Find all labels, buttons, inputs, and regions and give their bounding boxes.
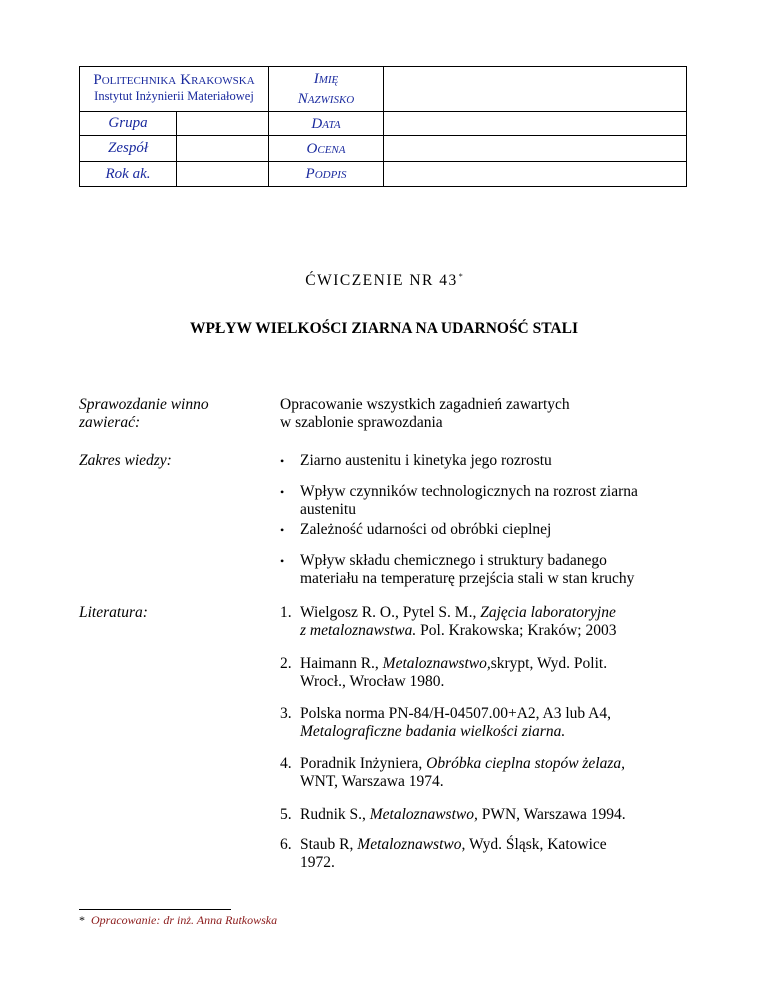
reference-item: 5. Rudnik S., Metaloznawstwo, PWN, Warszawa 1994.: [280, 806, 626, 823]
institute-name: Instytut Inżynierii Materiałowej: [94, 88, 254, 103]
group-label: Grupa: [108, 115, 148, 131]
table-divider: [383, 67, 384, 186]
exercise-title: ĆWICZENIE NR 43*: [305, 272, 463, 290]
team-label: Zespół: [107, 140, 148, 156]
report-label: Sprawozdanie winno zawierać:: [79, 396, 209, 431]
reference-item: 1. Wielgosz R. O., Pytel S. M., Zajęcia laboratoryjne z metaloznawstwa. Pol. Krakowska; Kraków; 2003: [280, 604, 617, 639]
footnote: * Opracowanie: dr inż. Anna Rutkowska: [79, 913, 278, 927]
reference-item: 2. Haimann R., Metaloznawstwo,skrypt, Wyd. Polit. Wrocł., Wrocław 1980.: [280, 655, 608, 690]
footnote-divider: [79, 909, 231, 910]
reference-item: 4. Poradnik Inżyniera, Obróbka cieplna stopów żelaza, WNT, Warszawa 1974.: [280, 755, 626, 790]
list-item: • Zależność udarności od obróbki cieplnej: [280, 521, 552, 538]
knowledge-label: Zakres wiedzy:: [79, 452, 172, 469]
reference-item: 6. Staub R, Metaloznawstwo, Wyd. Śląsk, Katowice 1972.: [280, 836, 607, 871]
year-label: Rok ak.: [105, 165, 151, 182]
university-name: POLITECHNIKA KRAKOWSKA: [93, 72, 255, 88]
report-text: Opracowanie wszystkich zagadnień zawartych w szablonie sprawozdania: [280, 396, 570, 431]
literature-label: Literatura:: [79, 604, 148, 621]
list-item: • Wpływ składu chemicznego i struktury badanego materiału na temperaturę przejścia stali w stan kruchy: [280, 552, 635, 587]
list-item: • Ziarno austenitu i kinetyka jego rozrostu: [280, 452, 552, 469]
table-divider: [176, 111, 177, 186]
first-name-label: IMIĘ: [313, 71, 339, 87]
date-label: DATA: [311, 115, 341, 132]
grade-label: OCENA: [306, 140, 346, 157]
list-item: • Wpływ czynników technologicznych na rozrost ziarna austenitu: [280, 483, 638, 518]
last-name-label: NAZWISKO: [297, 91, 355, 107]
main-title: WPŁYW WIELKOŚCI ZIARNA NA UDARNOŚĆ STALI: [189, 320, 578, 337]
reference-item: 3. Polska norma PN-84/H-04507.00+A2, A3 lub A4, Metalograficzne badania wielkości ziarna.: [280, 705, 611, 740]
signature-label: PODPIS: [305, 166, 347, 182]
header-table: [79, 66, 687, 187]
